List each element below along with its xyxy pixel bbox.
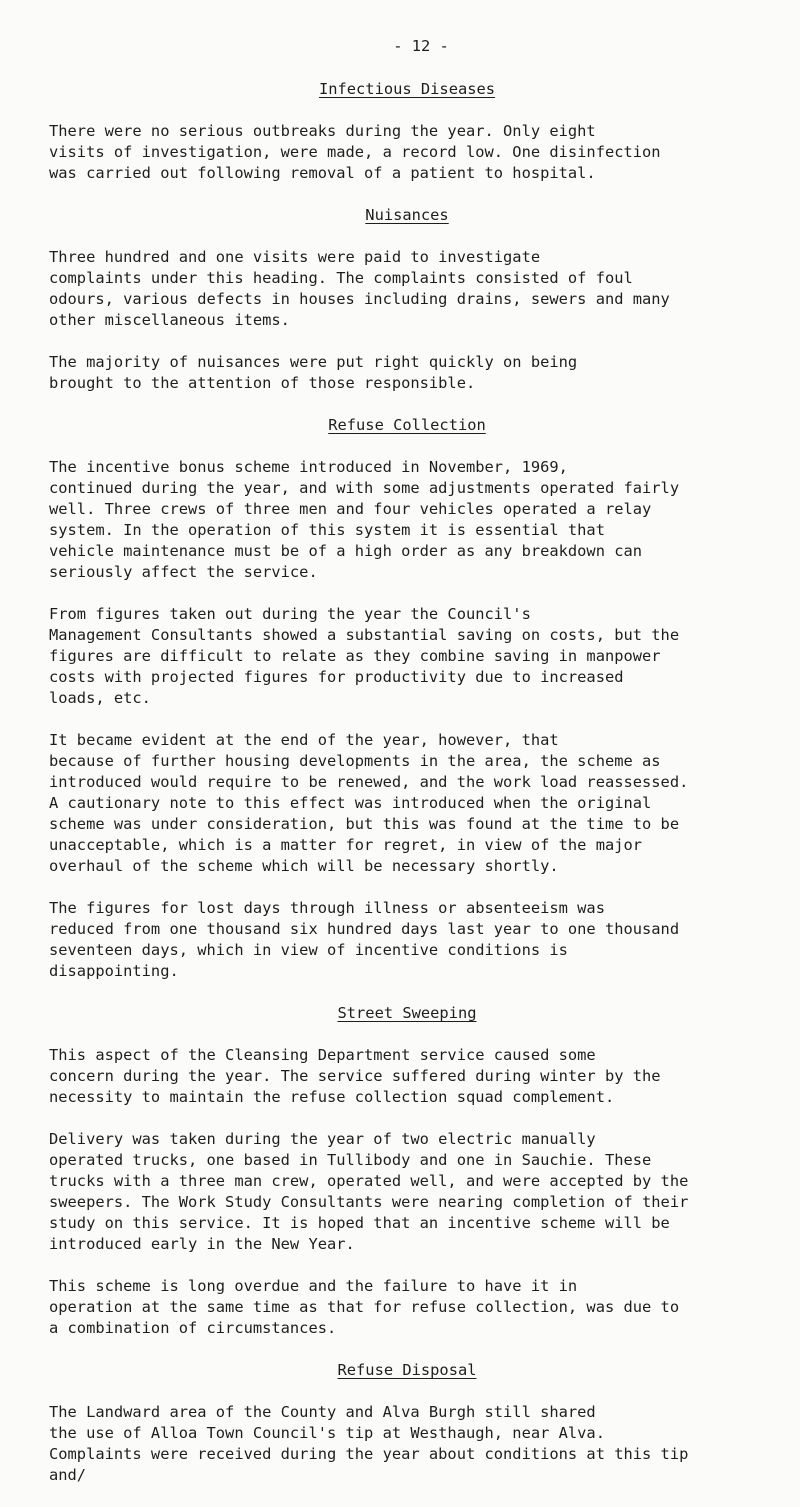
- heading-nuisances: Nuisances: [365, 206, 449, 224]
- paragraph: This aspect of the Cleansing Department service caused some concern during the year. The service suffered during winter by the necessity to maintain the refuse collection squad complement.: [49, 1046, 661, 1106]
- paragraph: This scheme is long overdue and the failure to have it in operation at the same time as that for refuse collection, was due to a combination of circumstances.: [49, 1277, 680, 1337]
- heading-infectious-diseases: Infectious Diseases: [318, 80, 496, 98]
- paragraph: There were no serious outbreaks during the year. Only eight visits of investigation, were made, a record low. One disinfection was carried out following removal of a patient to hospital.: [49, 122, 661, 182]
- paragraph: The figures for lost days through illness or absenteeism was reduced from one thousand six hundred days last year to one thousand seventeen days, which in view of incentive conditions is disappointing.: [49, 899, 680, 980]
- document-page: [49, 36, 765, 1507]
- paragraph: Delivery was taken during the year of two electric manually operated trucks, one based in Tullibody and one in Sauchie. These trucks with a three man crew, operated well, and were accepted by the sweepers. The Work Study Consultants were nearing completion of their study on this service. It is hoped that an incentive scheme will be introduced early in the New Year.: [49, 1130, 689, 1253]
- paragraph: The incentive bonus scheme introduced in November, 1969, continued during the year, and with some adjustments operated fairly well. Three crews of three men and four vehicles operated a relay system. In the operation of this system it is essential that vehicle maintenance must be of a high order as any breakdown can seriously affect the service.: [49, 458, 680, 581]
- paragraph: From figures taken out during the year the Council's Management Consultants showed a substantial saving on costs, but the figures are difficult to relate as they combine saving in manpower costs with projected figures for productivity due to increased loads, etc.: [49, 605, 680, 707]
- heading-refuse-disposal: Refuse Disposal: [337, 1361, 477, 1379]
- paragraph: Three hundred and one visits were paid to investigate complaints under this heading. The complaints consisted of foul odours, various defects in houses including drains, sewers and many other miscellaneous items.: [49, 248, 670, 329]
- heading-refuse-collection: Refuse Collection: [328, 416, 486, 434]
- paragraph: The majority of nuisances were put right quickly on being brought to the attention of those responsible.: [49, 353, 578, 392]
- page-number: - 12 -: [393, 37, 449, 55]
- paragraph: It became evident at the end of the year, however, that because of further housing developments in the area, the scheme as introduced would require to be renewed, and the work load reassessed. A cautionary note to this effect was introduced when the original scheme was under consideration, but this was found at the time to be unacceptable, which is a matter for regret, in view of the major overhaul of the scheme which will be necessary shortly.: [49, 731, 689, 875]
- paragraph: The Landward area of the County and Alva Burgh still shared the use of Alloa Town Council's tip at Westhaugh, near Alva. Complaints were received during the year about conditions at this tip and/: [49, 1403, 689, 1484]
- heading-street-sweeping: Street Sweeping: [337, 1004, 477, 1022]
